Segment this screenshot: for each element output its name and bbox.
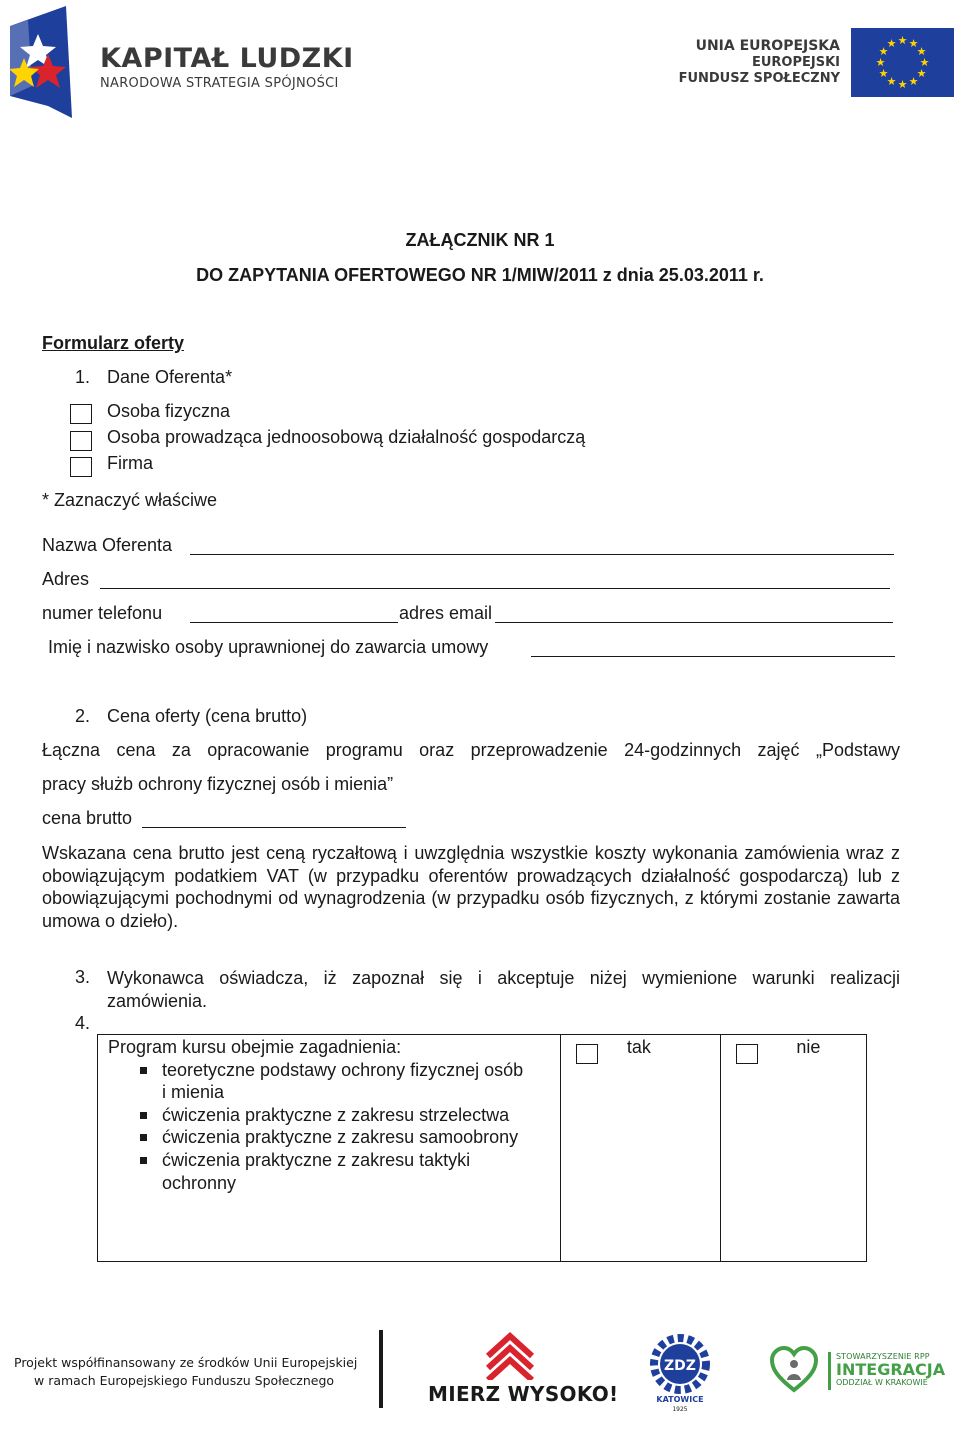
eu-fund-line1: EUROPEJSKI bbox=[751, 55, 840, 70]
gross-price-label: cena brutto bbox=[42, 808, 133, 828]
form-heading: Formularz oferty bbox=[42, 333, 185, 353]
svg-text:★: ★ bbox=[908, 75, 919, 88]
svg-text:★: ★ bbox=[875, 56, 886, 69]
mierz-wysoko-chevrons-icon bbox=[482, 1330, 538, 1380]
kapital-ludzki-subtitle: NARODOWA STRATEGIA SPÓJNOŚCI bbox=[100, 76, 339, 91]
zdz-city: KATOWICE bbox=[656, 1395, 704, 1404]
email-field[interactable] bbox=[495, 622, 893, 623]
bidder-name-label: Nazwa Oferenta bbox=[42, 535, 173, 555]
price-note: Wskazana cena brutto jest ceną ryczałtową i uwzględnia wszystkie koszty wykonania zamówienia wraz z obowiązującym podatkiem VAT (w przypadku oferentów prowadzących działalność gospodarczą) lub z obowiązującymi pochodnymi od wynagrodzenia (w przypadku osób fizycznych, z którymi zostanie zawarta umowa o dzieło). bbox=[42, 843, 900, 931]
svg-text:★: ★ bbox=[916, 45, 927, 58]
mierz-wysoko-slogan: MIERZ WYSOKO! bbox=[428, 1382, 619, 1406]
eu-fund-line2: FUNDUSZ SPOŁECZNY bbox=[678, 71, 840, 86]
section-2-number: 2. bbox=[75, 706, 91, 726]
section-1-label: Dane Oferenta* bbox=[107, 367, 233, 387]
svg-text:★: ★ bbox=[919, 56, 930, 69]
integracja-heart-icon bbox=[770, 1346, 818, 1394]
program-heading: Program kursu obejmie zagadnienia: bbox=[108, 1037, 402, 1057]
authorized-person-field[interactable] bbox=[531, 656, 895, 657]
program-cell bbox=[98, 1035, 561, 1262]
address-label: Adres bbox=[42, 569, 90, 589]
program-table bbox=[97, 1034, 867, 1262]
checkbox-natural-person[interactable] bbox=[70, 404, 92, 424]
eu-flag-icon bbox=[851, 28, 954, 97]
footer-divider bbox=[379, 1330, 383, 1408]
checkbox-company[interactable] bbox=[70, 457, 92, 477]
section-3-number: 3. bbox=[75, 967, 91, 987]
yes-label: tak bbox=[626, 1037, 651, 1057]
address-field[interactable] bbox=[100, 588, 890, 589]
svg-text:★: ★ bbox=[878, 67, 889, 80]
select-note: * Zaznaczyć właściwe bbox=[42, 490, 218, 510]
program-list bbox=[98, 1059, 528, 1195]
svg-text:★: ★ bbox=[916, 67, 927, 80]
attachment-title: ZAŁĄCZNIK NR 1 bbox=[405, 230, 555, 250]
svg-text:★: ★ bbox=[908, 37, 919, 50]
checkbox-sole-proprietor[interactable] bbox=[70, 431, 92, 451]
checkbox-yes[interactable] bbox=[576, 1044, 598, 1064]
zdz-gear-logo-icon bbox=[642, 1332, 718, 1396]
price-description-line2: pracy służb ochrony fizycznej osób i mienia” bbox=[42, 774, 394, 794]
list-item: teoretyczne podstawy ochrony fizycznej osób i mienia bbox=[98, 1059, 528, 1104]
email-label: adres email bbox=[399, 603, 493, 623]
bidder-name-field[interactable] bbox=[190, 554, 894, 555]
zdz-year: 1925 bbox=[672, 1406, 688, 1413]
no-cell bbox=[721, 1035, 867, 1262]
section-2-label: Cena oferty (cena brutto) bbox=[107, 706, 308, 726]
option-sole-proprietor: Osoba prowadząca jednoosobową działalność gospodarczą bbox=[107, 427, 586, 447]
project-line1: Projekt współfinansowany ze środków Unii Europejskiej bbox=[14, 1355, 358, 1370]
option-natural-person: Osoba fizyczna bbox=[107, 401, 231, 421]
integracja-top: STOWARZYSZENIE RPP bbox=[836, 1352, 930, 1361]
svg-text:★: ★ bbox=[886, 75, 897, 88]
phone-field[interactable] bbox=[190, 622, 398, 623]
gross-price-field[interactable] bbox=[142, 827, 406, 828]
option-company: Firma bbox=[107, 453, 153, 473]
kapital-ludzki-title: KAPITAŁ LUDZKI bbox=[100, 43, 354, 74]
list-item: ćwiczenia praktyczne z zakresu samoobrony bbox=[98, 1126, 528, 1149]
phone-label: numer telefonu bbox=[42, 603, 163, 623]
checkbox-no[interactable] bbox=[736, 1044, 758, 1064]
yes-cell bbox=[560, 1035, 721, 1262]
price-description-line1: Łączna cena za opracowanie programu oraz przeprowadzenie 24-godzinnych zajęć „Podstawy bbox=[42, 740, 900, 760]
integracja-divider bbox=[828, 1352, 831, 1390]
authorized-person-label: Imię i nazwisko osoby uprawnionej do zawarcia umowy bbox=[48, 637, 489, 657]
svg-text:ZDZ: ZDZ bbox=[664, 1358, 696, 1374]
eu-title: UNIA EUROPEJSKA bbox=[695, 38, 840, 54]
integracja-bottom: ODDZIAŁ W KRAKOWIE bbox=[836, 1378, 928, 1387]
integracja-logo bbox=[836, 1352, 945, 1387]
project-line2: w ramach Europejskiego Funduszu Społecznego bbox=[34, 1373, 335, 1388]
inquiry-title: DO ZAPYTANIA OFERTOWEGO NR 1/MIW/2011 z dnia 25.03.2011 r. bbox=[196, 265, 764, 285]
project-funding-note bbox=[14, 1354, 357, 1390]
list-item: ćwiczenia praktyczne z zakresu strzelectwa bbox=[98, 1104, 528, 1127]
svg-text:★: ★ bbox=[897, 78, 908, 91]
kapital-ludzki-emblem-icon bbox=[8, 6, 74, 118]
integracja-main: INTEGRACJA bbox=[836, 1360, 946, 1379]
svg-text:★: ★ bbox=[878, 45, 889, 58]
no-label: nie bbox=[796, 1037, 821, 1057]
svg-text:★: ★ bbox=[886, 37, 897, 50]
list-item: ćwiczenia praktyczne z zakresu taktyki ochronny bbox=[98, 1149, 528, 1194]
svg-text:★: ★ bbox=[897, 34, 908, 47]
section-3-text: Wykonawca oświadcza, iż zapoznał się i akceptuje niżej wymienione warunki realizacji zamówienia. bbox=[107, 968, 900, 1011]
section-4-number: 4. bbox=[75, 1013, 91, 1033]
section-1-number: 1. bbox=[75, 367, 91, 387]
